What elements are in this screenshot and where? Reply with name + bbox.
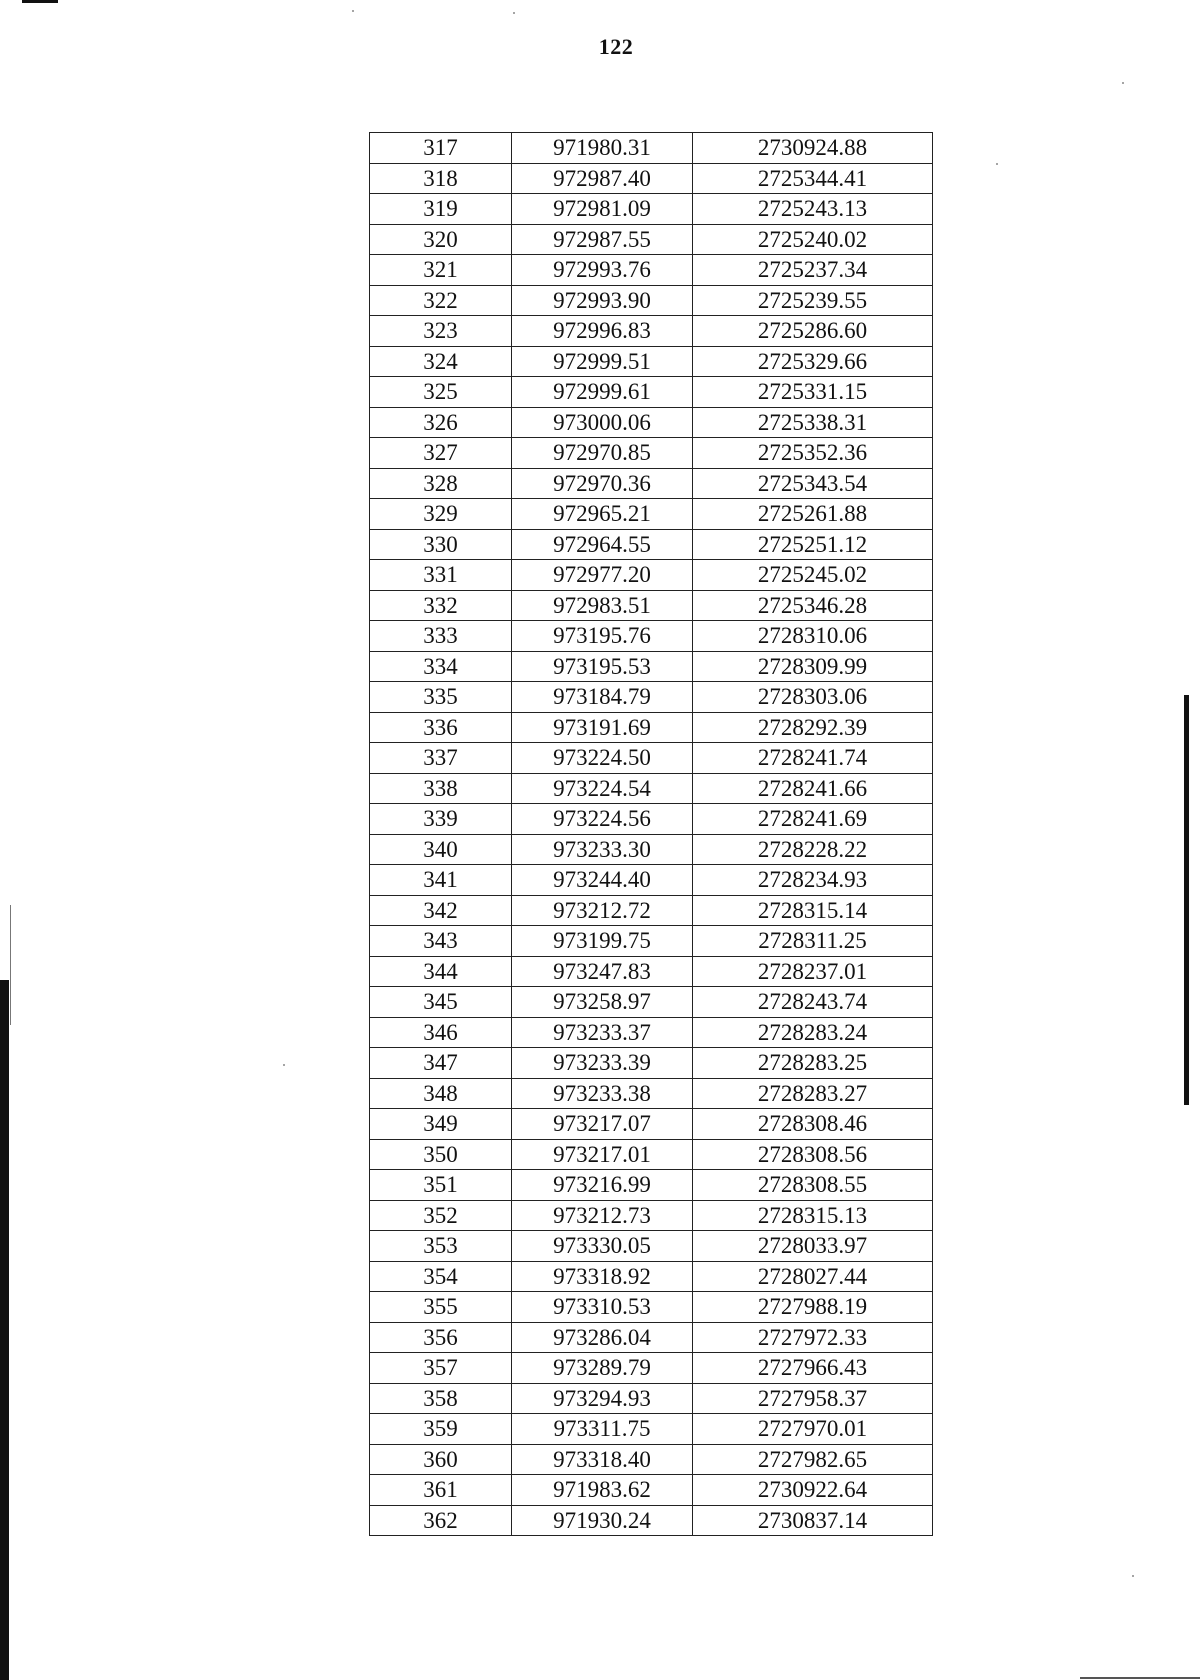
point-number-cell: 342 [370, 895, 512, 926]
x-coordinate-cell: 973233.37 [512, 1017, 693, 1048]
y-coordinate-cell: 2728315.14 [693, 895, 933, 926]
scan-mark-bottom [1080, 1677, 1200, 1679]
x-coordinate-cell: 973184.79 [512, 682, 693, 713]
point-number-cell: 325 [370, 377, 512, 408]
table-row [370, 651, 933, 682]
point-number-cell: 328 [370, 468, 512, 499]
scan-speck [996, 163, 998, 165]
table-row [370, 1414, 933, 1445]
table-row [370, 438, 933, 469]
x-coordinate-cell: 973258.97 [512, 987, 693, 1018]
x-coordinate-cell: 973000.06 [512, 407, 693, 438]
point-number-cell: 348 [370, 1078, 512, 1109]
point-number-cell: 344 [370, 956, 512, 987]
table-row [370, 316, 933, 347]
point-number-cell: 318 [370, 163, 512, 194]
y-coordinate-cell: 2725251.12 [693, 529, 933, 560]
table-row [370, 987, 933, 1018]
coordinate-table [369, 132, 933, 1536]
table-row [370, 1170, 933, 1201]
x-coordinate-cell: 971930.24 [512, 1505, 693, 1536]
table-row [370, 1109, 933, 1140]
x-coordinate-cell: 973224.54 [512, 773, 693, 804]
point-number-cell: 361 [370, 1475, 512, 1506]
y-coordinate-cell: 2728243.74 [693, 987, 933, 1018]
table-row [370, 1078, 933, 1109]
point-number-cell: 329 [370, 499, 512, 530]
x-coordinate-cell: 973311.75 [512, 1414, 693, 1445]
point-number-cell: 324 [370, 346, 512, 377]
y-coordinate-cell: 2727988.19 [693, 1292, 933, 1323]
y-coordinate-cell: 2725338.31 [693, 407, 933, 438]
table-row [370, 804, 933, 835]
point-number-cell: 323 [370, 316, 512, 347]
page-number: 122 [598, 34, 634, 59]
table-row [370, 1353, 933, 1384]
y-coordinate-cell: 2728283.27 [693, 1078, 933, 1109]
table-row [370, 712, 933, 743]
point-number-cell: 345 [370, 987, 512, 1018]
table-row [370, 1048, 933, 1079]
scan-mark-top [22, 0, 58, 3]
y-coordinate-cell: 2725329.66 [693, 346, 933, 377]
point-number-cell: 334 [370, 651, 512, 682]
y-coordinate-cell: 2725331.15 [693, 377, 933, 408]
y-coordinate-cell: 2725239.55 [693, 285, 933, 316]
y-coordinate-cell: 2728033.97 [693, 1231, 933, 1262]
y-coordinate-cell: 2728292.39 [693, 712, 933, 743]
x-coordinate-cell: 973330.05 [512, 1231, 693, 1262]
point-number-cell: 321 [370, 255, 512, 286]
point-number-cell: 343 [370, 926, 512, 957]
point-number-cell: 341 [370, 865, 512, 896]
y-coordinate-cell: 2725261.88 [693, 499, 933, 530]
x-coordinate-cell: 972964.55 [512, 529, 693, 560]
y-coordinate-cell: 2725344.41 [693, 163, 933, 194]
y-coordinate-cell: 2725243.13 [693, 194, 933, 225]
point-number-cell: 359 [370, 1414, 512, 1445]
point-number-cell: 330 [370, 529, 512, 560]
point-number-cell: 332 [370, 590, 512, 621]
x-coordinate-cell: 973247.83 [512, 956, 693, 987]
table-row [370, 682, 933, 713]
table-row [370, 1017, 933, 1048]
y-coordinate-cell: 2725286.60 [693, 316, 933, 347]
point-number-cell: 338 [370, 773, 512, 804]
x-coordinate-cell: 973310.53 [512, 1292, 693, 1323]
scan-edge-left [0, 980, 9, 1680]
y-coordinate-cell: 2728308.46 [693, 1109, 933, 1140]
table-row [370, 407, 933, 438]
x-coordinate-cell: 972981.09 [512, 194, 693, 225]
y-coordinate-cell: 2727966.43 [693, 1353, 933, 1384]
scan-speck [283, 1064, 285, 1066]
y-coordinate-cell: 2728027.44 [693, 1261, 933, 1292]
point-number-cell: 336 [370, 712, 512, 743]
point-number-cell: 335 [370, 682, 512, 713]
table-row [370, 1139, 933, 1170]
point-number-cell: 349 [370, 1109, 512, 1140]
x-coordinate-cell: 971983.62 [512, 1475, 693, 1506]
y-coordinate-cell: 2725352.36 [693, 438, 933, 469]
point-number-cell: 320 [370, 224, 512, 255]
y-coordinate-cell: 2727982.65 [693, 1444, 933, 1475]
point-number-cell: 351 [370, 1170, 512, 1201]
x-coordinate-cell: 973216.99 [512, 1170, 693, 1201]
point-number-cell: 331 [370, 560, 512, 591]
scan-edge-right [1184, 695, 1189, 1105]
x-coordinate-cell: 973244.40 [512, 865, 693, 896]
table-row [370, 1505, 933, 1536]
point-number-cell: 319 [370, 194, 512, 225]
x-coordinate-cell: 972999.51 [512, 346, 693, 377]
x-coordinate-cell: 971980.31 [512, 133, 693, 164]
point-number-cell: 339 [370, 804, 512, 835]
table-row [370, 1292, 933, 1323]
point-number-cell: 322 [370, 285, 512, 316]
y-coordinate-cell: 2728228.22 [693, 834, 933, 865]
x-coordinate-cell: 972993.76 [512, 255, 693, 286]
y-coordinate-cell: 2728241.69 [693, 804, 933, 835]
y-coordinate-cell: 2728241.66 [693, 773, 933, 804]
table-row [370, 590, 933, 621]
y-coordinate-cell: 2728309.99 [693, 651, 933, 682]
point-number-cell: 355 [370, 1292, 512, 1323]
x-coordinate-cell: 972996.83 [512, 316, 693, 347]
table-row [370, 621, 933, 652]
y-coordinate-cell: 2728308.55 [693, 1170, 933, 1201]
table-row [370, 224, 933, 255]
x-coordinate-cell: 973233.39 [512, 1048, 693, 1079]
point-number-cell: 354 [370, 1261, 512, 1292]
point-number-cell: 350 [370, 1139, 512, 1170]
y-coordinate-cell: 2728310.06 [693, 621, 933, 652]
scan-speck [352, 10, 354, 12]
table-row [370, 194, 933, 225]
x-coordinate-cell: 972993.90 [512, 285, 693, 316]
x-coordinate-cell: 973195.53 [512, 651, 693, 682]
x-coordinate-cell: 973233.30 [512, 834, 693, 865]
x-coordinate-cell: 973289.79 [512, 1353, 693, 1384]
y-coordinate-cell: 2730922.64 [693, 1475, 933, 1506]
x-coordinate-cell: 973318.40 [512, 1444, 693, 1475]
table-row [370, 560, 933, 591]
point-number-cell: 358 [370, 1383, 512, 1414]
y-coordinate-cell: 2728311.25 [693, 926, 933, 957]
point-number-cell: 326 [370, 407, 512, 438]
point-number-cell: 352 [370, 1200, 512, 1231]
table-row [370, 773, 933, 804]
x-coordinate-cell: 973318.92 [512, 1261, 693, 1292]
y-coordinate-cell: 2728315.13 [693, 1200, 933, 1231]
table-row [370, 1383, 933, 1414]
y-coordinate-cell: 2725240.02 [693, 224, 933, 255]
table-row [370, 926, 933, 957]
table-row [370, 468, 933, 499]
y-coordinate-cell: 2725346.28 [693, 590, 933, 621]
y-coordinate-cell: 2727972.33 [693, 1322, 933, 1353]
table-row [370, 1231, 933, 1262]
y-coordinate-cell: 2725245.02 [693, 560, 933, 591]
x-coordinate-cell: 972977.20 [512, 560, 693, 591]
table-row [370, 1444, 933, 1475]
point-number-cell: 362 [370, 1505, 512, 1536]
x-coordinate-cell: 972970.36 [512, 468, 693, 499]
table-body [370, 133, 933, 1536]
x-coordinate-cell: 972965.21 [512, 499, 693, 530]
x-coordinate-cell: 973199.75 [512, 926, 693, 957]
table-row [370, 834, 933, 865]
point-number-cell: 340 [370, 834, 512, 865]
y-coordinate-cell: 2725343.54 [693, 468, 933, 499]
table-row [370, 1322, 933, 1353]
point-number-cell: 327 [370, 438, 512, 469]
point-number-cell: 337 [370, 743, 512, 774]
x-coordinate-cell: 972987.40 [512, 163, 693, 194]
table-row [370, 1475, 933, 1506]
point-number-cell: 360 [370, 1444, 512, 1475]
y-coordinate-cell: 2730924.88 [693, 133, 933, 164]
y-coordinate-cell: 2728308.56 [693, 1139, 933, 1170]
x-coordinate-cell: 973217.01 [512, 1139, 693, 1170]
y-coordinate-cell: 2728237.01 [693, 956, 933, 987]
point-number-cell: 333 [370, 621, 512, 652]
y-coordinate-cell: 2728283.24 [693, 1017, 933, 1048]
table-row [370, 255, 933, 286]
scan-speck [1122, 82, 1124, 84]
table-row [370, 865, 933, 896]
table-row [370, 285, 933, 316]
x-coordinate-cell: 973195.76 [512, 621, 693, 652]
y-coordinate-cell: 2728303.06 [693, 682, 933, 713]
table-row [370, 499, 933, 530]
table-row [370, 1261, 933, 1292]
point-number-cell: 347 [370, 1048, 512, 1079]
table-row [370, 956, 933, 987]
x-coordinate-cell: 973294.93 [512, 1383, 693, 1414]
table-row [370, 1200, 933, 1231]
table-row [370, 133, 933, 164]
table-row [370, 529, 933, 560]
x-coordinate-cell: 973233.38 [512, 1078, 693, 1109]
x-coordinate-cell: 972987.55 [512, 224, 693, 255]
x-coordinate-cell: 972999.61 [512, 377, 693, 408]
y-coordinate-cell: 2728241.74 [693, 743, 933, 774]
x-coordinate-cell: 972983.51 [512, 590, 693, 621]
scan-line-left [10, 905, 11, 1025]
y-coordinate-cell: 2730837.14 [693, 1505, 933, 1536]
x-coordinate-cell: 973224.50 [512, 743, 693, 774]
x-coordinate-cell: 973217.07 [512, 1109, 693, 1140]
x-coordinate-cell: 972970.85 [512, 438, 693, 469]
scan-speck [513, 12, 515, 14]
y-coordinate-cell: 2727970.01 [693, 1414, 933, 1445]
point-number-cell: 356 [370, 1322, 512, 1353]
table-row [370, 895, 933, 926]
scan-speck [1132, 1575, 1134, 1577]
y-coordinate-cell: 2728283.25 [693, 1048, 933, 1079]
y-coordinate-cell: 2725237.34 [693, 255, 933, 286]
x-coordinate-cell: 973286.04 [512, 1322, 693, 1353]
table-row [370, 346, 933, 377]
table-row [370, 163, 933, 194]
y-coordinate-cell: 2728234.93 [693, 865, 933, 896]
point-number-cell: 346 [370, 1017, 512, 1048]
point-number-cell: 357 [370, 1353, 512, 1384]
x-coordinate-cell: 973191.69 [512, 712, 693, 743]
x-coordinate-cell: 973212.72 [512, 895, 693, 926]
x-coordinate-cell: 973212.73 [512, 1200, 693, 1231]
point-number-cell: 317 [370, 133, 512, 164]
table-row [370, 377, 933, 408]
x-coordinate-cell: 973224.56 [512, 804, 693, 835]
table-row [370, 743, 933, 774]
y-coordinate-cell: 2727958.37 [693, 1383, 933, 1414]
point-number-cell: 353 [370, 1231, 512, 1262]
